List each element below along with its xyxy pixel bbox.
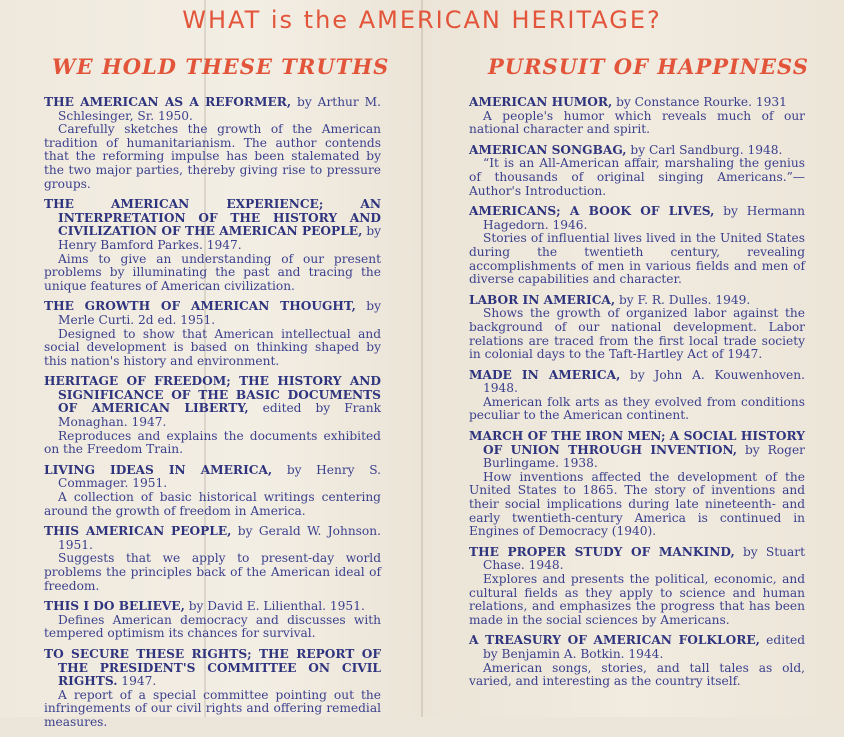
book-entry (44, 300, 381, 368)
book-citation (44, 648, 381, 689)
book-citation (44, 600, 381, 614)
book-description: Reproduces and explains the documents exhibited on the Freedom Train. (44, 428, 381, 457)
book-description: Explores and presents the political, economic, and cultural fields as they apply to science and human relations, and emphasizes the progress that has been made in the social sciences by Americans. (469, 572, 805, 627)
book-entry (44, 464, 381, 518)
book-title: THE AMERICAN EXPERIENCE; AN INTERPRETATION OF THE HISTORY AND CIVILIZATION OF THE AMERICAN PEOPLE, (44, 197, 381, 239)
page-title: WHAT is the AMERICAN HERITAGE? (182, 6, 662, 34)
right-column-heading: PURSUIT OF HAPPINESS (488, 54, 809, 79)
book-author: by Merle Curti. 2d ed. 1951. (58, 299, 381, 327)
left-column (44, 96, 381, 737)
book-citation (44, 375, 381, 429)
book-author: 1947. (117, 674, 157, 689)
book-citation (469, 96, 805, 110)
book-description: Stories of influential lives lived in the United States during the twentieth century, revealing accomplishments of men in various fields and men of diverse capabilities and character. (469, 231, 805, 287)
book-author: by F. R. Dulles. 1949. (615, 292, 751, 307)
book-author: by Arthur M. Schlesinger, Sr. 1950. (58, 95, 382, 123)
book-citation (44, 198, 381, 252)
book-description: Defines American democracy and discusses with tempered optimism its chances for survival. (44, 612, 381, 641)
book-entry (44, 648, 381, 730)
book-title: TO SECURE THESE RIGHTS; THE REPORT OF THE PRESIDENT'S COMMITTEE ON CIVIL RIGHTS. (44, 646, 381, 689)
book-citation (469, 546, 805, 573)
book-title: LIVING IDEAS IN AMERICA, (44, 462, 273, 477)
book-entry (44, 96, 381, 191)
book-author: by Stuart Chase. 1948. (483, 544, 805, 573)
book-description: A people's humor which reveals much of our national character and spirit. (469, 108, 805, 137)
book-author: by David E. Lilienthal. 1951. (184, 599, 365, 614)
book-citation (469, 634, 805, 661)
book-author: by John A. Kouwenhoven. 1948. (483, 367, 805, 396)
book-author: edited by Frank Monaghan. 1947. (58, 401, 381, 430)
book-description: Carefully sketches the growth of the American tradition of humanitarianism. The author contends that the reforming impulse has been stalemated by the two major parties, thereby giving rise to pressure groups. (44, 122, 381, 191)
book-entry (44, 525, 381, 593)
book-entry (469, 294, 805, 362)
book-description: Aims to give an understanding of our present problems by illuminating the past and tracing the unique features of American civilization. (44, 251, 381, 293)
book-citation (469, 205, 805, 232)
book-entry (469, 144, 805, 198)
book-title: MARCH OF THE IRON MEN; A SOCIAL HISTORY OF UNION THROUGH INVENTION, (469, 429, 805, 457)
book-title: THE PROPER STUDY OF MANKIND, (469, 544, 735, 559)
right-column (469, 96, 805, 696)
book-citation (44, 525, 381, 552)
book-author: by Hermann Hagedorn. 1946. (483, 204, 805, 232)
book-entry (44, 198, 381, 293)
book-author: by Gerald W. Johnson. 1951. (58, 524, 381, 552)
book-author: by Henry S. Commager. 1951. (58, 462, 382, 491)
book-title: THE GROWTH OF AMERICAN THOUGHT, (44, 299, 356, 314)
book-title: LABOR IN AMERICA, (469, 292, 616, 307)
book-description: American songs, stories, and tall tales as old, varied, and interesting as the country itself. (469, 660, 805, 689)
book-entry (469, 205, 805, 287)
book-title: THIS I DO BELIEVE, (44, 599, 185, 614)
book-title: AMERICANS; A BOOK OF LIVES, (469, 204, 715, 219)
book-author: edited by Benjamin A. Botkin. 1944. (483, 633, 805, 661)
book-entry (44, 600, 381, 641)
book-description: Suggests that we apply to present-day world problems the principles back of the American ideal of freedom. (44, 551, 381, 593)
book-entry (469, 369, 805, 423)
book-author: by Henry Bamford Parkes. 1947. (58, 224, 382, 252)
book-citation (469, 369, 805, 396)
book-description: American folk arts as they evolved from conditions peculiar to the American continent. (469, 394, 805, 423)
left-column-heading: WE HOLD THESE TRUTHS (52, 54, 390, 79)
book-citation (44, 96, 381, 123)
book-title: AMERICAN SONGBAG, (469, 142, 627, 157)
book-entry (469, 96, 805, 137)
book-description: “It is an All-American affair, marshaling the genius of thousands of original singing Americans.”—Author's Introduction. (469, 156, 805, 198)
book-citation (469, 144, 805, 158)
book-title: AMERICAN HUMOR, (469, 95, 613, 109)
center-fold (421, 0, 423, 717)
book-title: HERITAGE OF FREEDOM; THE HISTORY AND SIGNIFICANCE OF THE BASIC DOCUMENTS OF AMERICAN LIBERTY, (44, 374, 381, 416)
book-citation (44, 464, 381, 491)
book-entry (469, 634, 805, 688)
book-author: by Constance Rourke. 1931 (612, 95, 787, 109)
book-description: Designed to show that American intellectual and social development is based on thinking shaped by this nation's history and environment. (44, 326, 381, 368)
book-description: A collection of basic historical writings centering around the growth of freedom in America. (44, 490, 381, 518)
book-citation (469, 430, 805, 471)
book-author: by Carl Sandburg. 1948. (626, 142, 783, 157)
book-citation (469, 294, 805, 308)
book-title: THE AMERICAN AS A REFORMER, (44, 95, 292, 109)
book-description: How inventions affected the development of the United States to 1865. The story of inventions and their social implications during late nineteenth- and early twentieth-century America is continued in Engines of Democracy (1940). (469, 469, 805, 539)
book-description: Shows the growth of organized labor against the background of our national development. Labor relations are traced from the first local trade society in colonial days to the Taft-Hartley Act of 1947. (469, 306, 805, 362)
book-author: by Roger Burlingame. 1938. (483, 442, 805, 471)
book-title: A TREASURY OF AMERICAN FOLKLORE, (469, 633, 760, 648)
book-title: THIS AMERICAN PEOPLE, (44, 524, 232, 539)
book-title: MADE IN AMERICA, (469, 367, 621, 382)
book-entry (469, 430, 805, 539)
book-citation (44, 300, 381, 327)
book-description: A report of a special committee pointing out the infringements of our civil rights and offering remedial measures. (44, 687, 381, 729)
book-entry (44, 375, 381, 457)
book-entry (469, 546, 805, 628)
